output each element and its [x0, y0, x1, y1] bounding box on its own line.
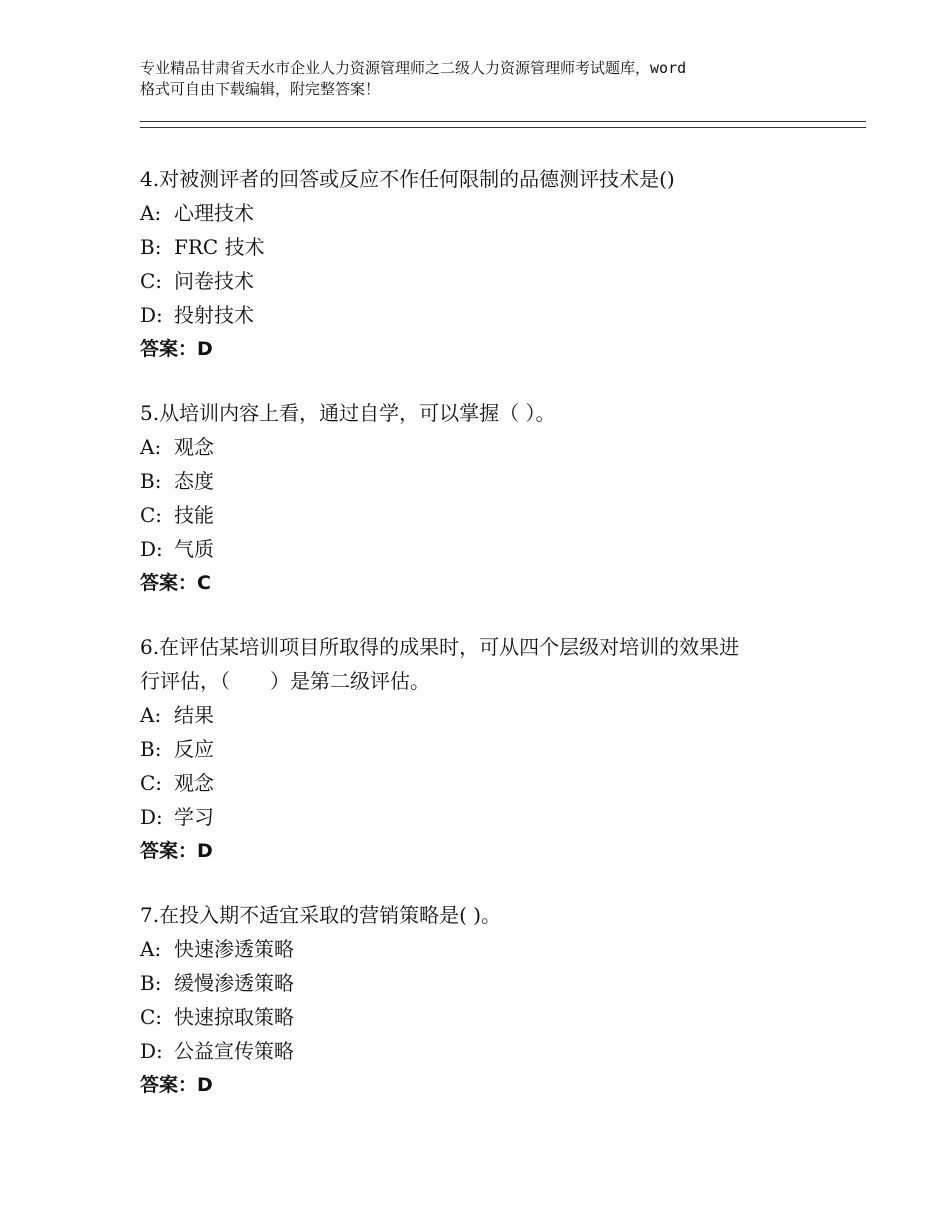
option-a [140, 196, 830, 230]
option-text: 观念 [174, 435, 214, 459]
option-key: D: [140, 537, 163, 561]
option-key: B: [140, 235, 162, 259]
option-text: 心理技术 [174, 201, 254, 225]
question-stem [140, 898, 830, 932]
question-list [140, 162, 830, 1132]
question-stem [140, 630, 830, 698]
header-title-line-2: 格式可自由下载编辑，附完整答案！ [140, 80, 381, 98]
option-key: C: [140, 269, 163, 293]
option-key: A: [140, 937, 162, 961]
answer-label: 答案： [140, 572, 198, 594]
option-text: 气质 [174, 537, 214, 561]
option-d [140, 298, 830, 332]
option-text: 投射技术 [174, 303, 254, 327]
answer-value: D [197, 840, 213, 862]
question-stem [140, 162, 830, 196]
question-stem-line: 4.对被测评者的回答或反应不作任何限制的品德测评技术是() [140, 167, 675, 191]
option-text: 学习 [174, 805, 214, 829]
question-stem-line: 6.在评估某培训项目所取得的成果时，可从四个层级对培训的效果进 [140, 635, 740, 659]
answer-line [140, 1068, 830, 1102]
option-d [140, 1034, 830, 1068]
option-key: A: [140, 435, 162, 459]
option-key: D: [140, 1039, 163, 1063]
header-divider [140, 121, 866, 128]
option-a [140, 932, 830, 966]
question-block [140, 630, 830, 868]
option-a [140, 698, 830, 732]
answer-label: 答案： [140, 338, 198, 360]
option-key: C: [140, 771, 163, 795]
option-key: C: [140, 503, 163, 527]
option-text: 技能 [174, 503, 214, 527]
header-title-line-1: 专业精品甘肃省天水市企业人力资源管理师之二级人力资源管理师考试题库，word [140, 59, 687, 77]
option-d [140, 800, 830, 834]
answer-line [140, 834, 830, 868]
option-key: B: [140, 737, 162, 761]
option-text: 缓慢渗透策略 [174, 971, 294, 995]
answer-value: C [197, 572, 211, 594]
option-text: 公益宣传策略 [174, 1039, 294, 1063]
option-text: FRC 技术 [174, 235, 265, 259]
option-b [140, 732, 830, 766]
answer-line [140, 332, 830, 366]
answer-value: D [197, 338, 213, 360]
question-stem-line: 7.在投入期不适宜采取的营销策略是( )。 [140, 903, 502, 927]
option-b [140, 464, 830, 498]
option-key: B: [140, 469, 162, 493]
question-block [140, 898, 830, 1102]
option-text: 快速掠取策略 [174, 1005, 294, 1029]
answer-label: 答案： [140, 840, 198, 862]
question-stem-line: 5.从培训内容上看，通过自学，可以掌握（ ）。 [140, 401, 556, 425]
option-key: D: [140, 303, 163, 327]
option-key: D: [140, 805, 163, 829]
option-c [140, 264, 830, 298]
option-key: C: [140, 1005, 163, 1029]
option-text: 观念 [174, 771, 214, 795]
option-b [140, 230, 830, 264]
option-d [140, 532, 830, 566]
option-c [140, 498, 830, 532]
answer-value: D [197, 1074, 213, 1096]
question-block [140, 162, 830, 366]
option-c [140, 766, 830, 800]
option-text: 反应 [174, 737, 214, 761]
option-text: 快速渗透策略 [174, 937, 294, 961]
option-a [140, 430, 830, 464]
option-text: 结果 [174, 703, 214, 727]
question-stem [140, 396, 830, 430]
option-key: B: [140, 971, 162, 995]
option-c [140, 1000, 830, 1034]
answer-label: 答案： [140, 1074, 198, 1096]
option-key: A: [140, 703, 162, 727]
answer-line [140, 566, 830, 600]
question-block [140, 396, 830, 600]
question-stem-line: 行评估，（ ）是第二级评估。 [140, 669, 430, 693]
option-text: 态度 [174, 469, 214, 493]
option-text: 问卷技术 [174, 269, 254, 293]
option-key: A: [140, 201, 162, 225]
option-b [140, 966, 830, 1000]
document-header [140, 58, 840, 100]
